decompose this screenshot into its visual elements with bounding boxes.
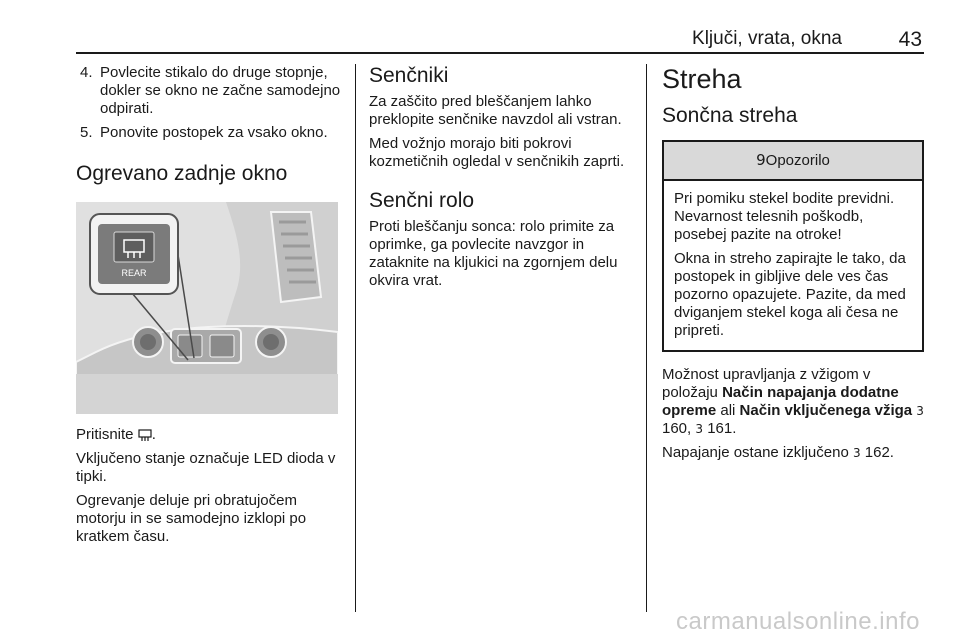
column-3	[662, 64, 924, 468]
column-1	[76, 64, 342, 552]
sun-blind-paragraph: Proti bleščanju sonca: rolo primite za oprimke, ga povlecite navzgor in zataknite na kljukici na zgornjem delu okvira vrat.	[369, 218, 618, 289]
section-heading-sunroof: Sončna streha	[662, 104, 798, 127]
page-reference-link[interactable]: 162.	[864, 444, 894, 461]
cross-reference-icon: 3	[695, 422, 704, 436]
section-heading-sun-visors: Senčniki	[369, 64, 449, 87]
dashboard-illustration	[76, 202, 338, 414]
warning-box	[662, 140, 924, 352]
cross-reference-icon: 3	[852, 446, 861, 460]
cross-reference-icon: 3	[916, 404, 924, 418]
column-divider-1	[355, 64, 356, 612]
page-number: 43	[898, 28, 922, 51]
section-heading-heated-rear-window: Ogrevano zadnje okno	[76, 162, 288, 185]
warning-title: Opozorilo	[765, 152, 830, 169]
list-item: 5. Ponovite postopek za vsako okno.	[80, 124, 328, 141]
power-off-paragraph: Napajanje ostane izključeno 3 162.	[662, 444, 894, 461]
column-2	[369, 64, 637, 296]
header-rule	[76, 52, 924, 54]
rear-defrost-icon	[138, 429, 152, 442]
section-heading-roof: Streha	[662, 64, 742, 94]
led-paragraph: Vključeno stanje označuje LED dioda v tipki.	[76, 450, 336, 485]
warning-icon: 9	[756, 151, 766, 169]
page-reference-link[interactable]: 161.	[707, 420, 737, 437]
step-list	[76, 64, 342, 142]
rear-button-label: REAR	[121, 268, 147, 278]
warning-body	[664, 181, 922, 350]
sun-visors-paragraph-1: Za zaščito pred bleščanjem lahko preklopite senčnike navzdol ali vstran.	[369, 93, 622, 128]
warning-header	[664, 142, 922, 181]
heating-paragraph: Ogrevanje deluje pri obratujočem motorju in se samodejno izklopi po kratkem času.	[76, 492, 307, 545]
page-reference-link[interactable]: 160,	[662, 420, 692, 437]
column-divider-2	[646, 64, 647, 612]
section-heading-sun-blind: Senčni rolo	[369, 189, 475, 212]
warning-paragraph-2: Okna in streho zapirajte le tako, da postopek in gibljive dele ves čas pozorno opazujete. Pazite, da med dviganjem stekel koga ali česa ne pripreti.	[674, 250, 906, 339]
dashboard-drawing	[76, 202, 338, 414]
watermark: carmanualsonline.info	[676, 608, 920, 635]
sun-visors-paragraph-2: Med vožnjo morajo biti pokrovi kozmetičnih ogledal v senčnikih zaprti.	[369, 135, 625, 170]
mode-ignition-on: Način vključenega vžiga	[739, 402, 913, 419]
warning-paragraph-1: Pri pomiku stekel bodite previdni. Nevarnost telesnih poškodb, posebej pazite na otroke!	[674, 190, 895, 243]
press-instruction: Pritisnite .	[76, 426, 156, 443]
list-item: 4. Povlecite stikalo do druge stopnje, dokler se okno ne začne samodejno odpirati.	[80, 64, 341, 117]
ignition-paragraph: Možnost upravljanja z vžigom v položaju Način napajanja dodatne opreme ali Način vključenega vžiga 3 160, 3 161.	[662, 366, 924, 437]
chapter-title: Ključi, vrata, okna	[692, 28, 842, 49]
mode-accessory: Način napajanja dodatne opreme	[662, 384, 899, 419]
